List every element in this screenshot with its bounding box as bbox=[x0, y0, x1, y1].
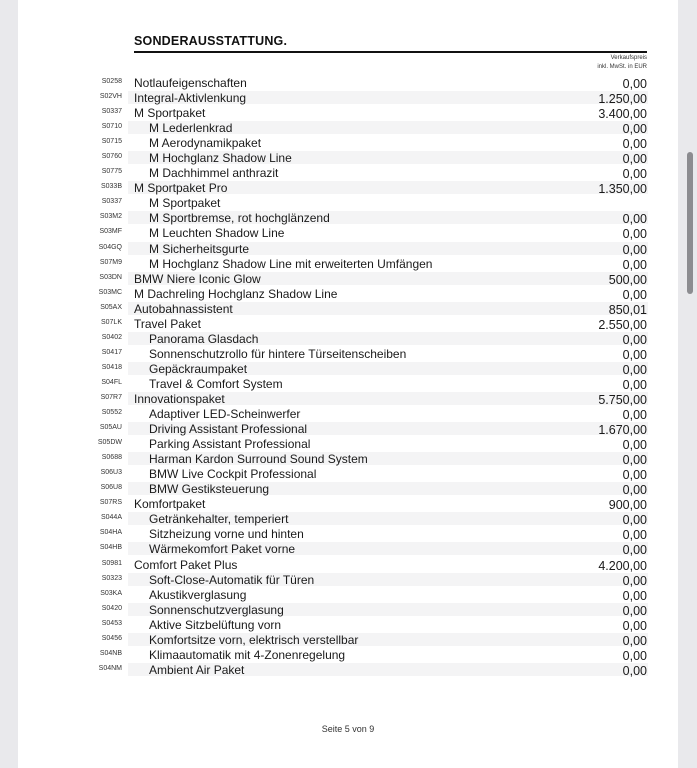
equipment-row bbox=[18, 105, 678, 120]
equipment-row bbox=[18, 331, 678, 346]
option-name: Travel & Comfort System bbox=[149, 376, 283, 391]
option-code: S04NM bbox=[98, 664, 122, 672]
option-code: S03MC bbox=[98, 288, 122, 296]
option-name: M Leuchten Shadow Line bbox=[149, 226, 285, 241]
option-name: M Lederlenkrad bbox=[149, 121, 233, 136]
option-code: S07RS bbox=[99, 499, 122, 507]
option-price: 0,00 bbox=[622, 573, 647, 588]
equipment-row bbox=[18, 617, 678, 632]
option-code: S0418 bbox=[101, 363, 122, 371]
option-price: 0,00 bbox=[622, 648, 647, 663]
option-code: S033B bbox=[100, 183, 122, 191]
option-code: S05AX bbox=[100, 303, 122, 311]
option-code: S05DW bbox=[97, 439, 122, 447]
option-code: S0337 bbox=[101, 108, 122, 116]
option-price: 0,00 bbox=[622, 77, 647, 91]
option-name: M Aerodynamikpaket bbox=[149, 136, 262, 151]
option-price: 0,00 bbox=[622, 287, 647, 302]
option-price: 0,00 bbox=[622, 242, 647, 257]
equipment-row bbox=[18, 165, 678, 180]
option-price: 0,00 bbox=[622, 362, 647, 377]
option-name: M Dachreling Hochglanz Shadow Line bbox=[134, 286, 338, 301]
equipment-row bbox=[18, 195, 678, 210]
equipment-row bbox=[18, 466, 678, 481]
option-name: Autobahnassistent bbox=[134, 301, 233, 316]
equipment-row bbox=[18, 210, 678, 225]
option-code: S07M9 bbox=[99, 258, 122, 266]
option-code: S0688 bbox=[101, 454, 122, 462]
option-code: S04HB bbox=[99, 544, 122, 552]
option-code: S0420 bbox=[101, 604, 122, 612]
option-name: Akustikverglasung bbox=[149, 587, 247, 602]
option-name: Parking Assistant Professional bbox=[149, 437, 311, 452]
option-price: 0,00 bbox=[622, 167, 647, 182]
option-price: 2.550,00 bbox=[598, 317, 647, 332]
option-name: Panorama Glasdach bbox=[149, 331, 259, 346]
option-name: M Sportpaket bbox=[149, 196, 221, 211]
option-price: 0,00 bbox=[622, 468, 647, 483]
option-price: 0,00 bbox=[622, 453, 647, 468]
option-price: 500,00 bbox=[608, 272, 647, 287]
title-rule bbox=[134, 51, 647, 53]
equipment-row bbox=[18, 225, 678, 240]
equipment-row bbox=[18, 135, 678, 150]
option-name: Travel Paket bbox=[134, 316, 201, 331]
option-price: 0,00 bbox=[622, 212, 647, 227]
option-code: S0323 bbox=[101, 574, 122, 582]
equipment-row bbox=[18, 241, 678, 256]
option-code: S0710 bbox=[101, 123, 122, 131]
option-name: Gepäckraumpaket bbox=[149, 361, 248, 376]
option-price: 1.250,00 bbox=[598, 92, 647, 107]
option-price: 0,00 bbox=[622, 332, 647, 347]
option-price: 0,00 bbox=[622, 543, 647, 558]
option-name: M Dachhimmel anthrazit bbox=[149, 166, 279, 181]
option-code: S03KA bbox=[100, 589, 122, 597]
option-price: 0,00 bbox=[622, 347, 647, 362]
option-name: M Sportpaket Pro bbox=[134, 181, 228, 196]
option-price: 4.200,00 bbox=[598, 558, 647, 573]
option-code: S0258 bbox=[101, 78, 122, 85]
option-name: Sonnenschutzrollo für hintere Türseitenscheiben bbox=[149, 346, 407, 361]
option-price: 0,00 bbox=[622, 633, 647, 648]
equipment-row bbox=[18, 391, 678, 406]
option-code: S07R7 bbox=[100, 393, 122, 401]
equipment-row bbox=[18, 557, 678, 572]
option-name: M Sicherheitsgurte bbox=[149, 241, 250, 256]
option-code: S06U3 bbox=[100, 469, 122, 477]
option-price: 850,01 bbox=[608, 302, 647, 317]
option-price: 0,00 bbox=[622, 257, 647, 272]
price-header-line-2: inkl. MwSt. in EUR bbox=[597, 64, 647, 70]
equipment-row bbox=[18, 286, 678, 301]
equipment-row bbox=[18, 511, 678, 526]
equipment-row bbox=[18, 361, 678, 376]
option-price: 1.670,00 bbox=[598, 423, 647, 438]
row-background bbox=[128, 106, 648, 122]
option-price: 3.400,00 bbox=[598, 107, 647, 122]
option-code: S0456 bbox=[101, 634, 122, 642]
option-code: S0453 bbox=[101, 619, 122, 627]
row-background bbox=[128, 497, 648, 513]
option-name: Integral-Aktivlenkung bbox=[134, 91, 247, 106]
option-price: 0,00 bbox=[622, 618, 647, 633]
option-code: S04HA bbox=[99, 529, 122, 537]
option-name: Driving Assistant Professional bbox=[149, 422, 308, 437]
document-page bbox=[18, 0, 678, 768]
option-price: 0,00 bbox=[622, 588, 647, 603]
option-code: S03MF bbox=[99, 228, 122, 236]
option-name: M Hochglanz Shadow Line mit erweiterten Umfängen bbox=[149, 256, 433, 271]
option-name: Klimaautomatik mit 4-Zonenregelung bbox=[149, 647, 346, 662]
equipment-row bbox=[18, 662, 678, 677]
option-code: S0552 bbox=[101, 409, 122, 417]
option-price: 0,00 bbox=[622, 513, 647, 528]
option-code: S04FL bbox=[101, 378, 122, 386]
option-code: S0417 bbox=[101, 348, 122, 356]
option-name: Getränkehalter, temperiert bbox=[149, 512, 289, 527]
equipment-row bbox=[18, 271, 678, 286]
option-name: Comfort Paket Plus bbox=[134, 557, 238, 572]
equipment-row bbox=[18, 406, 678, 421]
option-name: Harman Kardon Surround Sound System bbox=[149, 452, 368, 467]
option-name: Adaptiver LED-Scheinwerfer bbox=[149, 407, 301, 422]
option-price: 0,00 bbox=[622, 603, 647, 618]
option-price: 0,00 bbox=[622, 408, 647, 423]
option-price: 0,00 bbox=[622, 528, 647, 543]
equipment-row bbox=[18, 572, 678, 587]
option-name: BMW Live Cockpit Professional bbox=[149, 467, 317, 482]
option-code: S07LK bbox=[100, 318, 122, 326]
option-price: 0,00 bbox=[622, 663, 647, 678]
equipment-row bbox=[18, 647, 678, 662]
equipment-row bbox=[18, 346, 678, 361]
equipment-row bbox=[18, 632, 678, 647]
price-column-header bbox=[597, 54, 647, 72]
option-code: S04NB bbox=[99, 649, 122, 657]
option-code: S03DN bbox=[99, 273, 122, 281]
option-code: S0402 bbox=[101, 333, 122, 341]
equipment-row bbox=[18, 376, 678, 391]
option-name: Ambient Air Paket bbox=[149, 662, 245, 677]
equipment-row bbox=[18, 75, 678, 90]
page-number: Seite 5 von 9 bbox=[321, 724, 375, 734]
equipment-row bbox=[18, 481, 678, 496]
option-name: Wärmekomfort Paket vorne bbox=[149, 542, 296, 557]
row-background bbox=[128, 317, 648, 330]
equipment-row bbox=[18, 316, 678, 331]
option-code: S044A bbox=[100, 514, 122, 522]
equipment-list bbox=[18, 75, 678, 677]
option-code: S0981 bbox=[101, 559, 122, 567]
option-name: M Hochglanz Shadow Line bbox=[149, 151, 292, 166]
option-price: 900,00 bbox=[608, 498, 647, 513]
equipment-row bbox=[18, 256, 678, 271]
option-price: 0,00 bbox=[622, 152, 647, 167]
section-title: SONDERAUSSTATTUNG. bbox=[134, 34, 288, 48]
equipment-row bbox=[18, 301, 678, 316]
equipment-row bbox=[18, 541, 678, 556]
equipment-row bbox=[18, 120, 678, 135]
option-name: Komfortpaket bbox=[134, 497, 206, 512]
equipment-row bbox=[18, 451, 678, 466]
option-code: S04GQ bbox=[98, 243, 122, 251]
option-code: S06U8 bbox=[100, 484, 122, 492]
option-name: Komfortsitze vorn, elektrisch verstellbar bbox=[149, 632, 359, 647]
option-name: Notlaufeigenschaften bbox=[134, 76, 247, 90]
equipment-row bbox=[18, 526, 678, 541]
equipment-row bbox=[18, 180, 678, 195]
equipment-row bbox=[18, 436, 678, 451]
option-price: 0,00 bbox=[622, 438, 647, 453]
option-price: 0,00 bbox=[622, 122, 647, 137]
equipment-row bbox=[18, 421, 678, 436]
option-code: S0337 bbox=[101, 198, 122, 206]
equipment-row bbox=[18, 150, 678, 165]
option-name: M Sportbremse, rot hochglänzend bbox=[149, 211, 330, 226]
option-code: S0760 bbox=[101, 153, 122, 161]
option-name: Soft-Close-Automatik für Türen bbox=[149, 572, 315, 587]
option-name: M Sportpaket bbox=[134, 106, 206, 121]
option-code: S0775 bbox=[101, 168, 122, 176]
option-price: 0,00 bbox=[622, 227, 647, 242]
option-price: 0,00 bbox=[622, 377, 647, 392]
option-name: Sonnenschutzverglasung bbox=[149, 602, 284, 617]
option-name: Innovationspaket bbox=[134, 391, 225, 406]
option-price: 1.350,00 bbox=[598, 182, 647, 197]
option-price: 5.750,00 bbox=[598, 392, 647, 407]
option-name: Aktive Sitzbelüftung vorn bbox=[149, 617, 282, 632]
equipment-row bbox=[18, 602, 678, 617]
price-header-line-1: Verkaufspreis bbox=[610, 55, 647, 61]
equipment-row bbox=[18, 90, 678, 105]
option-price: 0,00 bbox=[622, 137, 647, 152]
option-code: S0715 bbox=[101, 138, 122, 146]
option-code: S03M2 bbox=[99, 213, 122, 221]
equipment-row bbox=[18, 587, 678, 602]
option-code: S05AU bbox=[99, 424, 122, 432]
option-price: 0,00 bbox=[622, 483, 647, 498]
option-code: S02VH bbox=[99, 93, 122, 101]
vertical-scrollbar[interactable] bbox=[687, 152, 693, 294]
equipment-row bbox=[18, 496, 678, 511]
option-name: Sitzheizung vorne und hinten bbox=[149, 527, 304, 542]
option-name: BMW Gestiksteuerung bbox=[149, 482, 270, 497]
option-name: BMW Niere Iconic Glow bbox=[134, 271, 261, 286]
